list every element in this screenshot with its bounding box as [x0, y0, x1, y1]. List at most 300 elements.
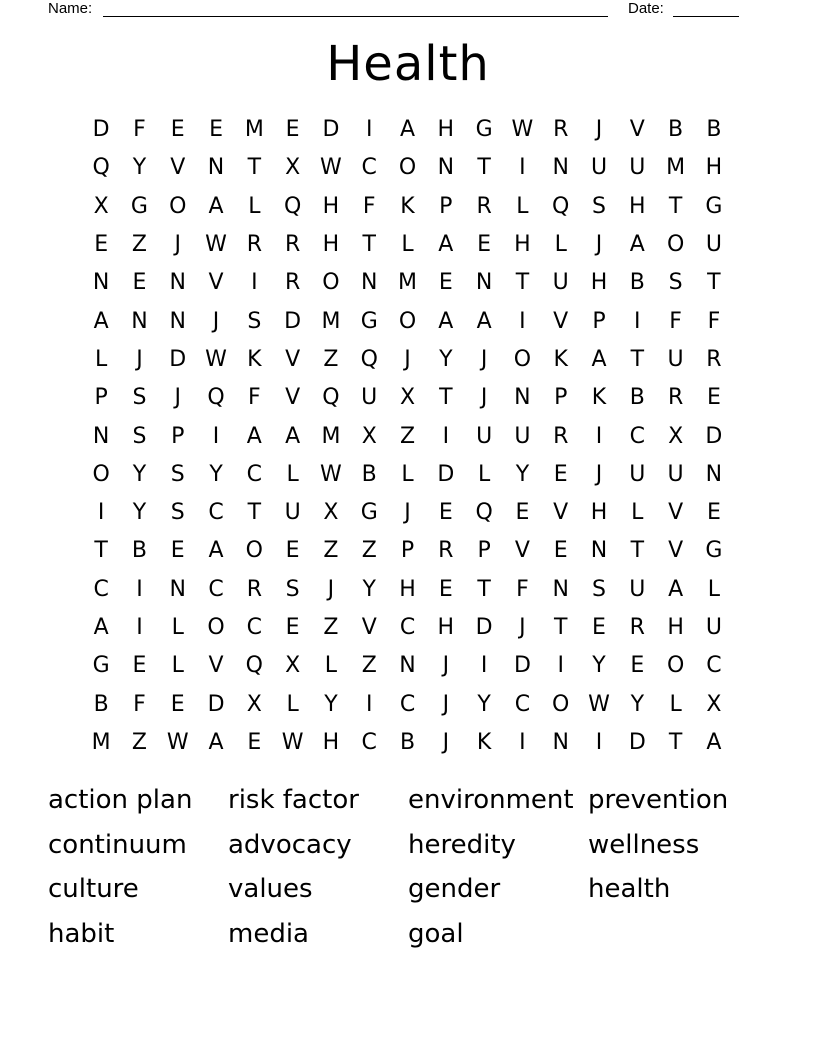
- grid-letter: N: [705, 461, 723, 487]
- grid-letter: X: [706, 691, 722, 717]
- grid-row: [82, 609, 734, 647]
- grid-letter: Y: [515, 461, 530, 487]
- grid-letter: P: [94, 385, 108, 411]
- word-list-item: environment: [408, 785, 574, 816]
- grid-letter: J: [404, 500, 411, 526]
- grid-letter: E: [285, 117, 300, 143]
- name-blank-line: [103, 16, 608, 17]
- grid-letter: I: [251, 270, 258, 296]
- grid-letter: D: [169, 346, 187, 372]
- grid-letter: Z: [323, 538, 339, 564]
- grid-letter: B: [361, 461, 377, 487]
- word-list-item: media: [228, 918, 309, 949]
- grid-letter: I: [480, 653, 488, 679]
- grid-letter: Y: [132, 500, 147, 526]
- grid-letter: S: [132, 423, 147, 449]
- word-list-item: culture: [48, 874, 139, 905]
- grid-letter: E: [132, 653, 147, 679]
- grid-letter: O: [92, 461, 110, 487]
- grid-letter: N: [169, 576, 186, 602]
- grid-letter: X: [399, 385, 416, 411]
- grid-letter: X: [668, 423, 684, 449]
- grid-letter: C: [361, 155, 377, 181]
- grid-letter: P: [171, 423, 185, 449]
- word-list-row: [48, 867, 788, 912]
- grid-letter: O: [322, 270, 340, 296]
- grid-row: [82, 417, 734, 455]
- grid-letter: O: [169, 193, 187, 219]
- grid-letter: A: [476, 308, 492, 334]
- grid-letter: G: [360, 308, 378, 334]
- grid-letter: Y: [592, 653, 606, 679]
- grid-letter: R: [553, 117, 569, 143]
- grid-letter: U: [629, 576, 646, 602]
- grid-row: [82, 379, 734, 417]
- grid-letter: E: [285, 615, 300, 640]
- grid-letter: D: [628, 729, 646, 755]
- grid-row: [82, 264, 734, 302]
- word-list-item: gender: [408, 874, 501, 905]
- grid-letter: C: [208, 576, 224, 602]
- grid-letter: A: [706, 729, 722, 755]
- grid-letter: Q: [552, 193, 570, 219]
- grid-letter: D: [322, 117, 340, 143]
- grid-letter: B: [629, 385, 645, 411]
- grid-letter: D: [284, 308, 302, 334]
- grid-letter: Q: [360, 346, 378, 372]
- grid-letter: Q: [207, 385, 225, 411]
- grid-letter: E: [630, 653, 645, 679]
- grid-letter: N: [475, 270, 493, 296]
- grid-letter: K: [553, 346, 568, 372]
- grid-letter: H: [322, 193, 340, 219]
- grid-letter: M: [398, 270, 418, 296]
- word-list-row: [48, 778, 788, 823]
- grid-letter: I: [519, 155, 526, 181]
- grid-letter: T: [477, 576, 491, 602]
- grid-letter: L: [286, 691, 299, 717]
- grid-letter: F: [669, 308, 682, 334]
- grid-letter: B: [706, 117, 722, 143]
- grid-letter: L: [171, 653, 184, 679]
- grid-letter: R: [284, 232, 301, 258]
- grid-letter: I: [136, 615, 143, 640]
- grid-letter: V: [668, 538, 684, 564]
- word-list: [48, 778, 788, 956]
- grid-letter: R: [246, 232, 262, 258]
- grid-letter: C: [629, 423, 645, 449]
- grid-letter: N: [590, 538, 608, 564]
- grid-letter: G: [92, 653, 110, 679]
- word-list-item: risk factor: [228, 785, 359, 816]
- grid-letter: E: [438, 270, 453, 296]
- grid-letter: A: [246, 423, 262, 449]
- grid-letter: M: [91, 729, 111, 755]
- grid-letter: S: [170, 461, 185, 487]
- grid-letter: C: [706, 653, 722, 679]
- grid-letter: S: [592, 576, 606, 602]
- grid-letter: U: [705, 615, 722, 640]
- grid-letter: U: [552, 270, 569, 296]
- grid-letter: I: [519, 729, 526, 755]
- grid-letter: U: [667, 346, 684, 372]
- grid-letter: N: [92, 270, 110, 296]
- grid-letter: X: [323, 500, 339, 526]
- grid-letter: E: [438, 500, 453, 526]
- grid-letter: B: [93, 691, 109, 717]
- grid-letter: K: [476, 729, 492, 755]
- grid-row: [82, 149, 734, 187]
- header: [48, 0, 748, 20]
- grid-letter: J: [212, 308, 220, 334]
- grid-letter: F: [362, 193, 376, 219]
- grid-letter: N: [169, 308, 186, 334]
- grid-letter: D: [207, 691, 225, 717]
- grid-letter: J: [404, 346, 411, 372]
- grid-letter: A: [285, 423, 301, 449]
- grid-letter: J: [174, 385, 181, 411]
- grid-letter: G: [705, 193, 723, 219]
- grid-letter: U: [629, 461, 646, 487]
- grid-letter: T: [668, 193, 683, 219]
- grid-letter: B: [629, 270, 645, 296]
- grid-letter: A: [668, 576, 684, 602]
- grid-letter: P: [554, 385, 568, 411]
- grid-letter: G: [705, 538, 723, 564]
- word-list-item: habit: [48, 918, 115, 949]
- grid-letter: G: [475, 117, 493, 143]
- grid-letter: W: [320, 155, 342, 181]
- grid-letter: U: [476, 423, 493, 449]
- grid-letter: K: [247, 346, 262, 372]
- grid-letter: D: [92, 117, 110, 143]
- grid-letter: Z: [323, 615, 339, 640]
- grid-letter: C: [93, 576, 109, 602]
- grid-letter: A: [438, 308, 454, 334]
- grid-row: [82, 456, 734, 494]
- grid-letter: U: [629, 155, 646, 181]
- grid-letter: R: [667, 385, 684, 411]
- grid-letter: E: [170, 538, 185, 564]
- grid-letter: A: [93, 308, 109, 334]
- grid-row: [82, 724, 734, 762]
- grid-letter: L: [171, 615, 184, 640]
- grid-letter: E: [170, 117, 185, 143]
- grid-letter: Y: [439, 346, 453, 372]
- grid-letter: V: [208, 270, 224, 296]
- grid-letter: L: [401, 232, 414, 258]
- grid-letter: U: [284, 500, 301, 526]
- date-label: Date:: [628, 0, 669, 17]
- grid-letter: K: [591, 385, 607, 411]
- grid-letter: N: [399, 653, 416, 679]
- letter-grid: [82, 111, 734, 762]
- grid-letter: T: [630, 538, 645, 564]
- grid-letter: W: [511, 117, 534, 143]
- grid-letter: H: [437, 615, 455, 640]
- grid-letter: Y: [132, 461, 147, 487]
- grid-letter: E: [553, 461, 568, 487]
- grid-letter: U: [514, 423, 531, 449]
- grid-letter: W: [588, 691, 610, 717]
- word-list-item: action plan: [48, 785, 193, 816]
- grid-letter: M: [244, 117, 264, 143]
- grid-row: [82, 226, 734, 264]
- grid-letter: E: [170, 691, 185, 717]
- grid-letter: R: [553, 423, 569, 449]
- grid-letter: V: [170, 155, 186, 181]
- grid-letter: H: [667, 615, 684, 640]
- grid-letter: S: [285, 576, 300, 602]
- grid-letter: V: [668, 500, 684, 526]
- grid-letter: J: [174, 232, 181, 258]
- word-list-row: [48, 823, 788, 868]
- grid-letter: Z: [361, 538, 377, 564]
- grid-letter: O: [398, 155, 417, 181]
- grid-letter: L: [631, 500, 644, 526]
- grid-letter: V: [514, 538, 530, 564]
- grid-letter: V: [361, 615, 377, 640]
- word-list-item: continuum: [48, 829, 187, 860]
- grid-letter: Q: [92, 155, 110, 181]
- grid-letter: S: [132, 385, 147, 411]
- grid-letter: A: [591, 346, 607, 372]
- grid-letter: V: [553, 308, 569, 334]
- grid-row: [82, 647, 734, 685]
- grid-letter: A: [208, 193, 224, 219]
- grid-letter: B: [399, 729, 416, 755]
- grid-letter: J: [519, 615, 526, 640]
- grid-letter: A: [208, 538, 224, 564]
- grid-letter: I: [365, 117, 373, 143]
- grid-letter: L: [477, 461, 491, 487]
- grid-letter: E: [553, 538, 568, 564]
- word-list-item: values: [228, 874, 313, 905]
- grid-letter: U: [361, 385, 378, 411]
- word-list-row: [48, 912, 788, 957]
- grid-letter: E: [285, 538, 300, 564]
- grid-letter: S: [247, 308, 262, 334]
- grid-letter: W: [205, 232, 227, 258]
- grid-letter: T: [247, 500, 262, 526]
- date-blank-line: [673, 16, 739, 17]
- grid-letter: Z: [131, 232, 147, 258]
- grid-letter: E: [515, 500, 530, 526]
- grid-letter: W: [281, 729, 304, 755]
- grid-letter: H: [705, 155, 723, 181]
- grid-letter: L: [286, 461, 299, 487]
- grid-letter: F: [248, 385, 261, 411]
- grid-letter: W: [166, 729, 189, 755]
- grid-letter: V: [553, 500, 569, 526]
- grid-letter: E: [247, 729, 262, 755]
- word-list-item: advocacy: [228, 829, 352, 860]
- grid-letter: M: [321, 308, 341, 334]
- grid-letter: P: [400, 538, 415, 564]
- grid-letter: J: [595, 461, 603, 487]
- grid-letter: I: [442, 423, 450, 449]
- grid-letter: Y: [324, 691, 338, 717]
- grid-letter: E: [592, 615, 606, 640]
- grid-letter: E: [132, 270, 147, 296]
- grid-letter: L: [516, 193, 529, 219]
- grid-letter: B: [131, 538, 147, 564]
- grid-letter: R: [629, 615, 645, 640]
- word-list-item: prevention: [588, 785, 729, 816]
- grid-letter: Q: [283, 193, 302, 219]
- grid-letter: T: [439, 385, 453, 411]
- grid-letter: L: [95, 346, 108, 372]
- grid-letter: D: [513, 653, 531, 679]
- grid-letter: S: [170, 500, 185, 526]
- grid-letter: E: [438, 576, 453, 602]
- grid-letter: V: [285, 346, 301, 372]
- grid-letter: S: [592, 193, 606, 219]
- grid-row: [82, 571, 734, 609]
- grid-letter: Q: [475, 500, 493, 526]
- grid-letter: I: [557, 653, 564, 679]
- grid-letter: Z: [361, 653, 377, 679]
- grid-letter: D: [705, 423, 723, 449]
- word-list-item: health: [588, 874, 671, 905]
- grid-row: [82, 532, 734, 570]
- grid-letter: F: [516, 576, 529, 602]
- grid-letter: I: [595, 423, 603, 449]
- grid-letter: E: [477, 232, 492, 258]
- grid-letter: X: [93, 193, 109, 219]
- grid-letter: J: [442, 729, 450, 755]
- grid-letter: F: [707, 308, 721, 334]
- grid-letter: V: [285, 385, 301, 411]
- grid-letter: P: [439, 193, 453, 219]
- grid-letter: H: [590, 500, 608, 526]
- grid-letter: M: [321, 423, 341, 449]
- grid-letter: N: [514, 385, 531, 411]
- grid-letter: R: [706, 346, 722, 372]
- grid-letter: G: [130, 193, 148, 219]
- grid-letter: O: [666, 232, 685, 258]
- grid-letter: C: [514, 691, 531, 717]
- grid-letter: D: [475, 615, 493, 640]
- grid-letter: J: [327, 576, 335, 602]
- grid-letter: C: [399, 615, 416, 640]
- grid-letter: N: [552, 155, 569, 181]
- grid-letter: H: [514, 232, 531, 258]
- grid-letter: J: [442, 653, 450, 679]
- grid-letter: L: [248, 193, 261, 219]
- grid-letter: R: [438, 538, 454, 564]
- grid-letter: B: [668, 117, 684, 143]
- grid-letter: L: [324, 653, 338, 679]
- grid-letter: P: [592, 308, 606, 334]
- grid-letter: A: [438, 232, 454, 258]
- grid-letter: C: [246, 615, 263, 640]
- grid-letter: E: [706, 385, 721, 411]
- grid-letter: K: [400, 193, 415, 219]
- grid-letter: N: [207, 155, 225, 181]
- grid-letter: J: [595, 117, 603, 143]
- grid-letter: U: [590, 155, 608, 181]
- grid-row: [82, 494, 734, 532]
- grid-letter: C: [246, 461, 263, 487]
- grid-letter: W: [320, 461, 342, 487]
- grid-row: [82, 341, 734, 379]
- grid-letter: I: [365, 691, 373, 717]
- grid-letter: Z: [131, 729, 147, 755]
- grid-letter: L: [707, 576, 721, 602]
- grid-letter: Y: [209, 461, 223, 487]
- grid-letter: E: [209, 117, 223, 143]
- grid-letter: N: [169, 270, 186, 296]
- grid-letter: R: [246, 576, 262, 602]
- grid-letter: A: [629, 232, 645, 258]
- grid-letter: Z: [399, 423, 416, 449]
- grid-letter: E: [94, 232, 109, 258]
- grid-letter: V: [629, 117, 645, 143]
- grid-letter: G: [360, 500, 378, 526]
- grid-letter: W: [205, 346, 227, 372]
- grid-letter: H: [322, 232, 340, 258]
- grid-letter: A: [399, 117, 416, 143]
- grid-letter: T: [362, 232, 376, 258]
- grid-letter: O: [552, 691, 570, 717]
- grid-letter: V: [208, 653, 224, 679]
- grid-letter: Q: [322, 385, 340, 411]
- grid-letter: O: [398, 308, 417, 334]
- grid-letter: T: [477, 155, 491, 181]
- grid-letter: Y: [132, 155, 147, 181]
- grid-letter: A: [93, 615, 109, 640]
- grid-letter: E: [706, 500, 721, 526]
- grid-letter: J: [480, 346, 488, 372]
- grid-letter: T: [707, 270, 721, 296]
- grid-letter: L: [669, 691, 682, 717]
- grid-letter: Q: [245, 653, 263, 679]
- grid-letter: X: [246, 691, 262, 717]
- grid-letter: C: [361, 729, 377, 755]
- grid-letter: T: [630, 346, 645, 372]
- grid-letter: T: [94, 538, 108, 564]
- grid-letter: L: [554, 232, 567, 258]
- grid-letter: F: [133, 117, 146, 143]
- word-list-item: goal: [408, 918, 464, 949]
- grid-letter: T: [668, 729, 683, 755]
- grid-letter: D: [437, 461, 455, 487]
- page-title: Health: [326, 36, 490, 92]
- grid-letter: M: [666, 155, 686, 181]
- name-label: Name:: [48, 0, 97, 17]
- grid-letter: X: [361, 423, 377, 449]
- grid-letter: O: [666, 653, 685, 679]
- grid-letter: J: [480, 385, 488, 411]
- grid-letter: T: [515, 270, 530, 296]
- grid-letter: O: [245, 538, 263, 564]
- grid-letter: X: [285, 653, 301, 679]
- grid-letter: N: [131, 308, 148, 334]
- grid-letter: J: [442, 691, 450, 717]
- grid-letter: H: [629, 193, 646, 219]
- grid-letter: Y: [362, 576, 376, 602]
- grid-letter: R: [284, 270, 301, 296]
- grid-letter: I: [136, 576, 143, 602]
- grid-letter: C: [399, 691, 416, 717]
- grid-letter: U: [705, 232, 722, 258]
- grid-row: [82, 302, 734, 340]
- grid-letter: R: [476, 193, 492, 219]
- grid-letter: A: [208, 729, 224, 755]
- grid-letter: H: [437, 117, 455, 143]
- grid-letter: U: [667, 461, 684, 487]
